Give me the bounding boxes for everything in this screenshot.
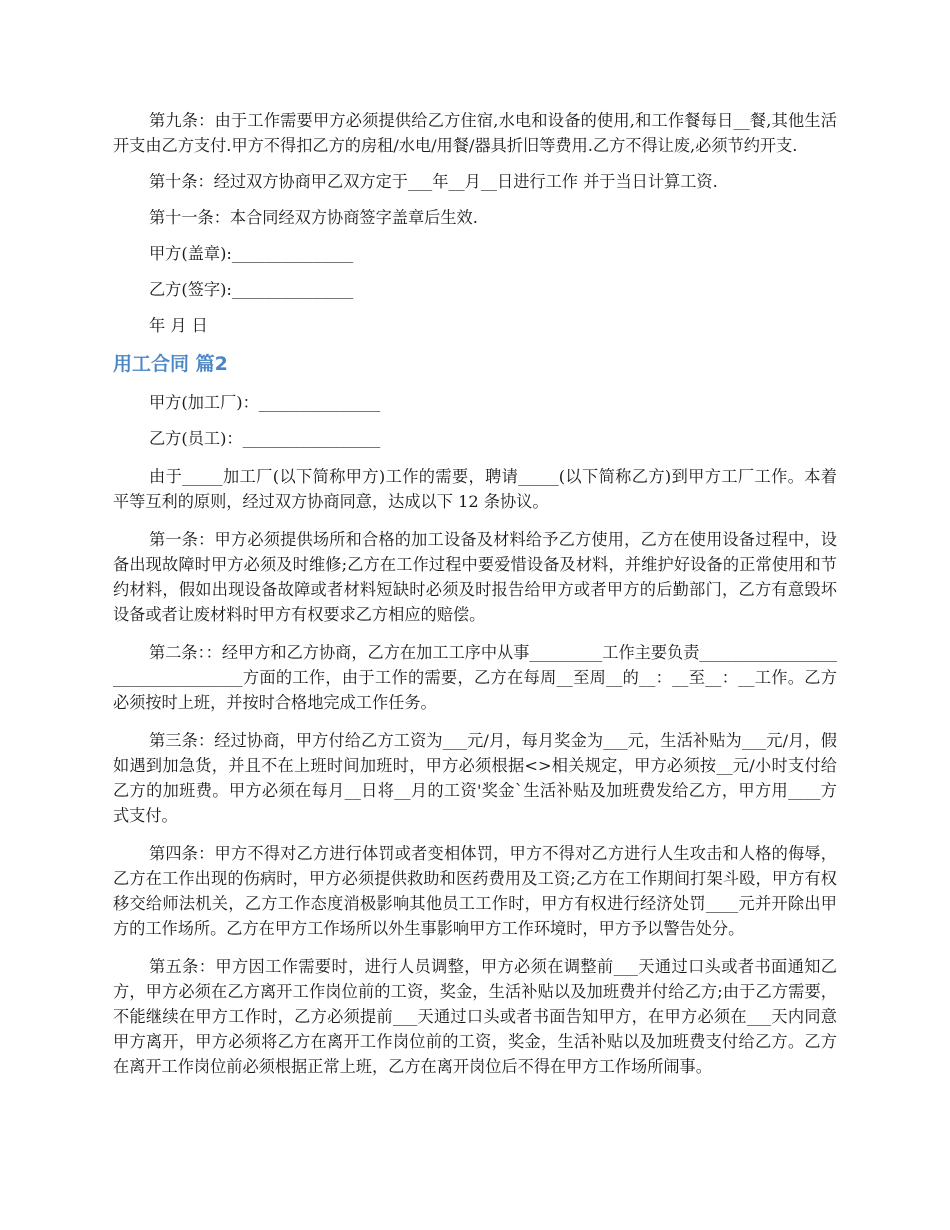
article-4: 第四条：甲方不得对乙方进行体罚或者变相体罚，甲方不得对乙方进行人生攻击和人格的侮辱，乙方在工作出现的伤病时，甲方必须提供救助和医药费用及工资;乙方在工作期间打架斗殴，甲方有权移交给师法机关，乙方工作态度消极影响其他员工工作时，甲方有权进行经济处罚____元并开除出甲方的工作场所。乙方在甲方工作场所以外生事影响甲方工作环境时，甲方予以警告处分。 — [113, 844, 837, 938]
date-line: 年 月 日 — [149, 316, 208, 335]
party-a-seal-line: 甲方(盖章):_______________ — [149, 244, 354, 263]
section-heading: 用工合同 篇2 — [113, 353, 228, 375]
party-b-line: 乙方(员工)：_________________ — [149, 429, 381, 448]
intro-paragraph: 由于_____加工厂(以下简称甲方)工作的需要，聘请_____(以下简称乙方)到甲方工厂工作。本着平等互利的原则，经过双方协商同意，达成以下 12 条协议。 — [113, 467, 837, 511]
article-9: 第九条：由于工作需要甲方必须提供给乙方住宿,水电和设备的使用,和工作餐每日__餐,其他生活开支由乙方支付.甲方不得扣乙方的房租/水电/用餐/器具折旧等费用.乙方不得让废,必须节约开支. — [113, 111, 837, 155]
article-11: 第十一条：本合同经双方协商签字盖章后生效. — [149, 208, 478, 227]
article-1: 第一条：甲方必须提供场所和合格的加工设备及材料给予乙方使用，乙方在使用设备过程中，设备出现故障时甲方必须及时维修;乙方在工作过程中要爱惜设备及材料，并维护好设备的正常使用和节约材料，假如出现设备故障或者材料短缺时必须及时报告给甲方或者甲方的后勤部门，乙方有意毁坏设备或者让废材料时甲方有权要求乙方相应的赔偿。 — [113, 530, 837, 624]
party-b-sign-line: 乙方(签字):_______________ — [149, 280, 354, 299]
article-2: 第二条：：经甲方和乙方协商，乙方在加工工序中从事_________工作主要负责_________________________________方面的工作，由于工作的需要，乙方在每周__至周__的__：__至__：__工作。乙方必须按时上班，并按时合格地完成工作任务。 — [113, 643, 837, 712]
article-3: 第三条：经过协商，甲方付给乙方工资为___元/月，每月奖金为___元，生活补贴为___元/月，假如遇到加急货，并且不在上班时间加班时，甲方必须根据<>相关规定，甲方必须按__元/小时支付给乙方的加班费。甲方必须在每月__日将__月的工资'奖金`生活补贴及加班费发给乙方，甲方用____方式支付。 — [113, 731, 837, 825]
party-a-line: 甲方(加工厂)：_______________ — [149, 393, 381, 412]
document-page — [113, 108, 837, 1079]
article-5: 第五条：甲方因工作需要时，进行人员调整，甲方必须在调整前___天通过口头或者书面通知乙方，甲方必须在乙方离开工作岗位前的工资，奖金，生活补贴以及加班费并付给乙方;由于乙方需要，不能继续在甲方工作时，乙方必须提前___天通过口头或者书面告知甲方，在甲方必须在___天内同意甲方离开，甲方必须将乙方在离开工作岗位前的工资，奖金，生活补贴以及加班费支付给乙方。乙方在离开工作岗位前必须根据正常上班，乙方在离开岗位后不得在甲方工作场所闹事。 — [113, 957, 837, 1076]
article-10: 第十条：经过双方协商甲乙双方定于___年__月__日进行工作 并于当日计算工资. — [149, 172, 718, 191]
